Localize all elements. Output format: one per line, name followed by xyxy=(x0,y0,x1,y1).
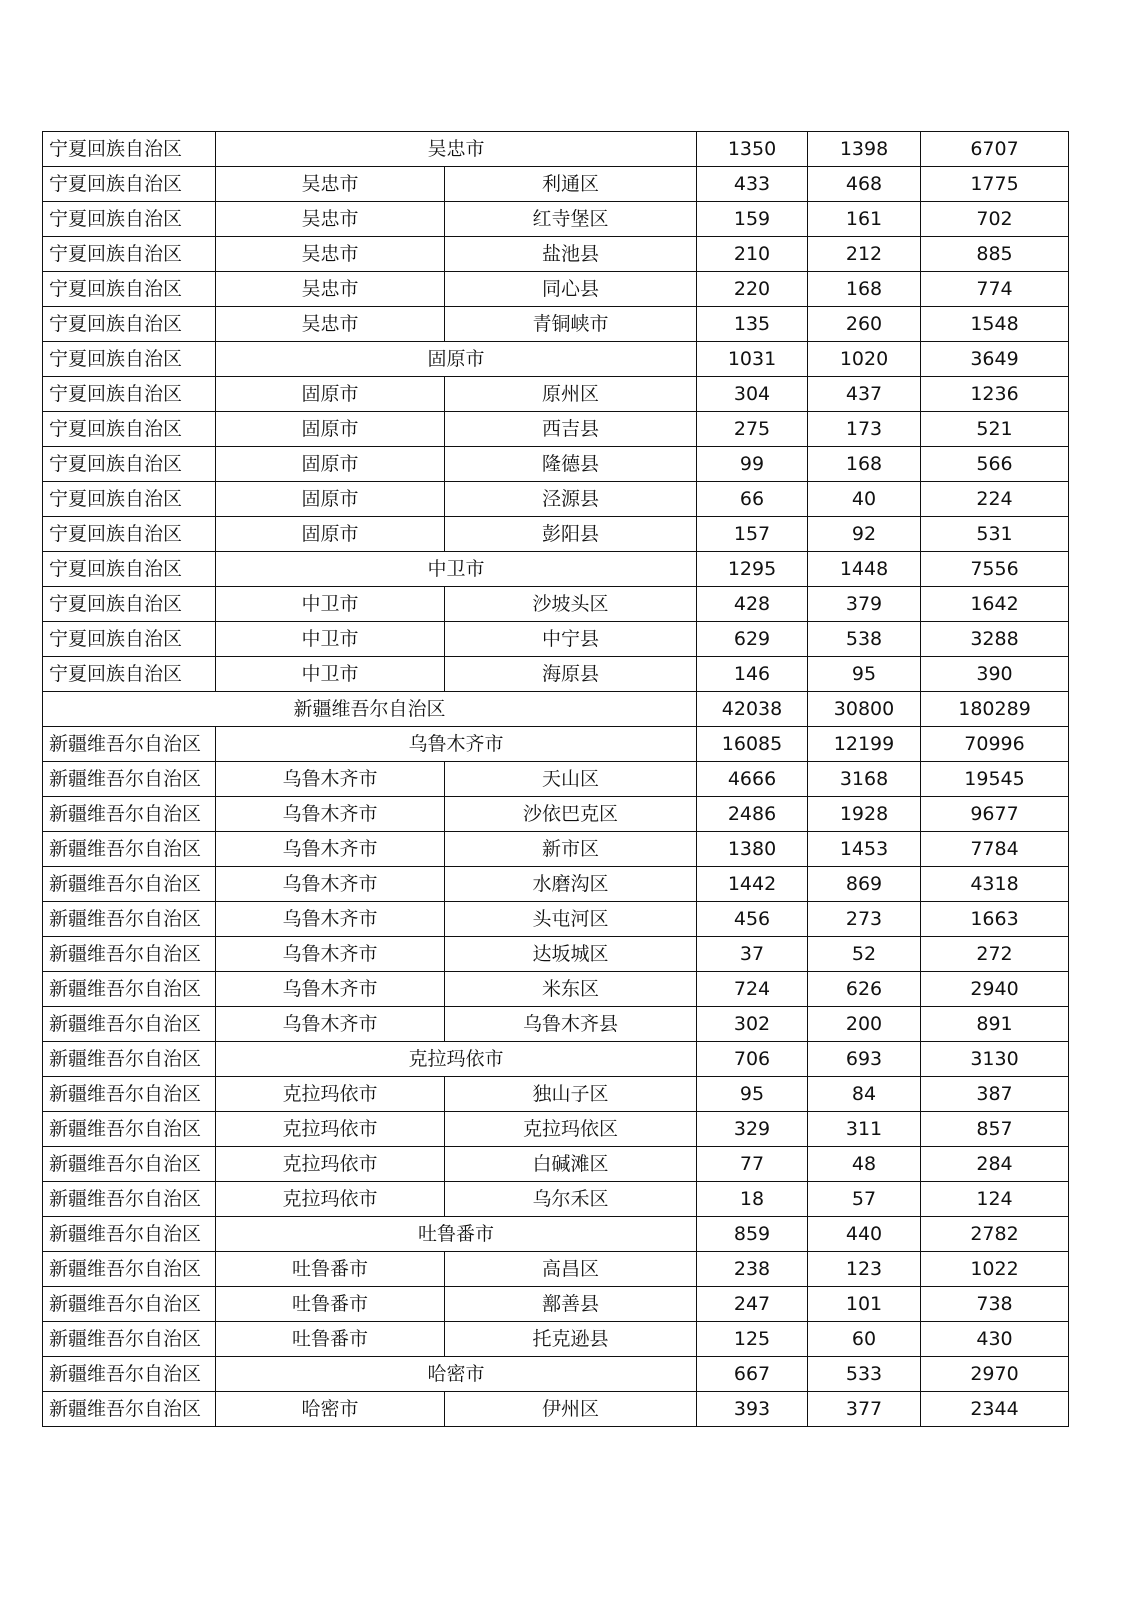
province-cell: 新疆维吾尔自治区 xyxy=(43,1112,216,1147)
city-total-name: 中卫市 xyxy=(216,552,697,587)
value-col-1: 125 xyxy=(697,1322,808,1357)
value-col-3: 4318 xyxy=(921,867,1069,902)
table-row xyxy=(43,972,1069,1007)
table-row xyxy=(43,867,1069,902)
table-row xyxy=(43,762,1069,797)
value-col-2: 60 xyxy=(808,1322,921,1357)
province-cell: 宁夏回族自治区 xyxy=(43,237,216,272)
value-col-3: 521 xyxy=(921,412,1069,447)
value-col-2: 377 xyxy=(808,1392,921,1427)
city-cell: 吐鲁番市 xyxy=(216,1252,445,1287)
value-col-1: 99 xyxy=(697,447,808,482)
city-cell: 克拉玛依市 xyxy=(216,1112,445,1147)
table-row xyxy=(43,517,1069,552)
city-total-name: 固原市 xyxy=(216,342,697,377)
city-cell: 吴忠市 xyxy=(216,272,445,307)
county-cell: 水磨沟区 xyxy=(445,867,697,902)
province-cell: 宁夏回族自治区 xyxy=(43,552,216,587)
province-cell: 宁夏回族自治区 xyxy=(43,307,216,342)
value-col-3: 3649 xyxy=(921,342,1069,377)
value-col-1: 4666 xyxy=(697,762,808,797)
county-cell: 隆德县 xyxy=(445,447,697,482)
value-col-1: 157 xyxy=(697,517,808,552)
value-col-3: 272 xyxy=(921,937,1069,972)
value-col-1: 37 xyxy=(697,937,808,972)
value-col-1: 859 xyxy=(697,1217,808,1252)
table-row xyxy=(43,1112,1069,1147)
value-col-1: 1442 xyxy=(697,867,808,902)
table-row xyxy=(43,797,1069,832)
table-row xyxy=(43,692,1069,727)
province-cell: 新疆维吾尔自治区 xyxy=(43,1392,216,1427)
value-col-2: 1398 xyxy=(808,132,921,167)
value-col-2: 1928 xyxy=(808,797,921,832)
value-col-2: 168 xyxy=(808,447,921,482)
value-col-3: 1663 xyxy=(921,902,1069,937)
value-col-1: 1031 xyxy=(697,342,808,377)
city-cell: 乌鲁木齐市 xyxy=(216,972,445,1007)
province-cell: 新疆维吾尔自治区 xyxy=(43,1357,216,1392)
province-cell: 宁夏回族自治区 xyxy=(43,202,216,237)
province-cell: 新疆维吾尔自治区 xyxy=(43,1287,216,1322)
value-col-1: 247 xyxy=(697,1287,808,1322)
table-row xyxy=(43,167,1069,202)
city-cell: 吴忠市 xyxy=(216,237,445,272)
province-cell: 宁夏回族自治区 xyxy=(43,272,216,307)
value-col-3: 3288 xyxy=(921,622,1069,657)
city-total-name: 乌鲁木齐市 xyxy=(216,727,697,762)
table-row xyxy=(43,1217,1069,1252)
value-col-3: 6707 xyxy=(921,132,1069,167)
table-row xyxy=(43,622,1069,657)
value-col-2: 1020 xyxy=(808,342,921,377)
city-cell: 吴忠市 xyxy=(216,307,445,342)
city-cell: 吴忠市 xyxy=(216,202,445,237)
value-col-2: 212 xyxy=(808,237,921,272)
province-cell: 新疆维吾尔自治区 xyxy=(43,762,216,797)
table-row xyxy=(43,1357,1069,1392)
province-total-name: 新疆维吾尔自治区 xyxy=(43,692,697,727)
value-col-2: 161 xyxy=(808,202,921,237)
table-row xyxy=(43,307,1069,342)
city-cell: 乌鲁木齐市 xyxy=(216,902,445,937)
value-col-1: 667 xyxy=(697,1357,808,1392)
table-row xyxy=(43,1322,1069,1357)
value-col-1: 275 xyxy=(697,412,808,447)
value-col-2: 173 xyxy=(808,412,921,447)
value-col-3: 566 xyxy=(921,447,1069,482)
city-cell: 固原市 xyxy=(216,517,445,552)
value-col-2: 626 xyxy=(808,972,921,1007)
county-cell: 达坂城区 xyxy=(445,937,697,972)
table-row xyxy=(43,727,1069,762)
value-col-1: 238 xyxy=(697,1252,808,1287)
county-cell: 泾源县 xyxy=(445,482,697,517)
value-col-3: 180289 xyxy=(921,692,1069,727)
value-col-1: 16085 xyxy=(697,727,808,762)
table-row xyxy=(43,1182,1069,1217)
value-col-1: 629 xyxy=(697,622,808,657)
value-col-2: 92 xyxy=(808,517,921,552)
province-cell: 新疆维吾尔自治区 xyxy=(43,1322,216,1357)
value-col-1: 1295 xyxy=(697,552,808,587)
value-col-1: 66 xyxy=(697,482,808,517)
value-col-3: 70996 xyxy=(921,727,1069,762)
value-col-2: 200 xyxy=(808,1007,921,1042)
city-cell: 吴忠市 xyxy=(216,167,445,202)
province-cell: 宁夏回族自治区 xyxy=(43,517,216,552)
value-col-1: 302 xyxy=(697,1007,808,1042)
city-cell: 克拉玛依市 xyxy=(216,1182,445,1217)
value-col-3: 7556 xyxy=(921,552,1069,587)
county-cell: 鄯善县 xyxy=(445,1287,697,1322)
county-cell: 米东区 xyxy=(445,972,697,1007)
value-col-3: 284 xyxy=(921,1147,1069,1182)
city-cell: 克拉玛依市 xyxy=(216,1147,445,1182)
table-row xyxy=(43,342,1069,377)
province-cell: 宁夏回族自治区 xyxy=(43,167,216,202)
value-col-3: 2970 xyxy=(921,1357,1069,1392)
county-cell: 头屯河区 xyxy=(445,902,697,937)
value-col-2: 40 xyxy=(808,482,921,517)
province-cell: 新疆维吾尔自治区 xyxy=(43,1077,216,1112)
province-cell: 宁夏回族自治区 xyxy=(43,587,216,622)
value-col-2: 57 xyxy=(808,1182,921,1217)
province-cell: 新疆维吾尔自治区 xyxy=(43,1182,216,1217)
province-cell: 新疆维吾尔自治区 xyxy=(43,797,216,832)
value-col-3: 738 xyxy=(921,1287,1069,1322)
county-cell: 高昌区 xyxy=(445,1252,697,1287)
city-cell: 哈密市 xyxy=(216,1392,445,1427)
value-col-2: 168 xyxy=(808,272,921,307)
province-cell: 新疆维吾尔自治区 xyxy=(43,1252,216,1287)
province-cell: 新疆维吾尔自治区 xyxy=(43,937,216,972)
table-row xyxy=(43,587,1069,622)
county-cell: 盐池县 xyxy=(445,237,697,272)
value-col-1: 433 xyxy=(697,167,808,202)
city-total-name: 吐鲁番市 xyxy=(216,1217,697,1252)
value-col-1: 428 xyxy=(697,587,808,622)
county-cell: 沙坡头区 xyxy=(445,587,697,622)
table-row xyxy=(43,237,1069,272)
value-col-3: 2782 xyxy=(921,1217,1069,1252)
value-col-1: 159 xyxy=(697,202,808,237)
province-cell: 新疆维吾尔自治区 xyxy=(43,1042,216,1077)
statistics-table xyxy=(42,131,1069,1427)
value-col-3: 857 xyxy=(921,1112,1069,1147)
value-col-2: 260 xyxy=(808,307,921,342)
value-col-2: 273 xyxy=(808,902,921,937)
value-col-3: 3130 xyxy=(921,1042,1069,1077)
value-col-1: 724 xyxy=(697,972,808,1007)
value-col-1: 706 xyxy=(697,1042,808,1077)
city-cell: 固原市 xyxy=(216,447,445,482)
value-col-1: 1350 xyxy=(697,132,808,167)
county-cell: 原州区 xyxy=(445,377,697,412)
value-col-1: 1380 xyxy=(697,832,808,867)
value-col-2: 84 xyxy=(808,1077,921,1112)
value-col-3: 9677 xyxy=(921,797,1069,832)
value-col-3: 885 xyxy=(921,237,1069,272)
value-col-1: 304 xyxy=(697,377,808,412)
province-cell: 新疆维吾尔自治区 xyxy=(43,902,216,937)
province-cell: 新疆维吾尔自治区 xyxy=(43,727,216,762)
province-cell: 新疆维吾尔自治区 xyxy=(43,972,216,1007)
value-col-2: 123 xyxy=(808,1252,921,1287)
value-col-3: 891 xyxy=(921,1007,1069,1042)
table-row xyxy=(43,132,1069,167)
value-col-3: 1775 xyxy=(921,167,1069,202)
province-cell: 新疆维吾尔自治区 xyxy=(43,1217,216,1252)
city-cell: 固原市 xyxy=(216,377,445,412)
value-col-2: 693 xyxy=(808,1042,921,1077)
value-col-2: 1453 xyxy=(808,832,921,867)
value-col-1: 135 xyxy=(697,307,808,342)
city-cell: 乌鲁木齐市 xyxy=(216,762,445,797)
city-cell: 乌鲁木齐市 xyxy=(216,867,445,902)
city-cell: 吐鲁番市 xyxy=(216,1287,445,1322)
value-col-2: 95 xyxy=(808,657,921,692)
city-cell: 中卫市 xyxy=(216,657,445,692)
value-col-2: 869 xyxy=(808,867,921,902)
value-col-2: 311 xyxy=(808,1112,921,1147)
province-cell: 宁夏回族自治区 xyxy=(43,342,216,377)
value-col-2: 48 xyxy=(808,1147,921,1182)
city-cell: 乌鲁木齐市 xyxy=(216,1007,445,1042)
value-col-3: 2940 xyxy=(921,972,1069,1007)
value-col-2: 1448 xyxy=(808,552,921,587)
city-total-name: 哈密市 xyxy=(216,1357,697,1392)
table-row xyxy=(43,1287,1069,1322)
value-col-2: 468 xyxy=(808,167,921,202)
value-col-2: 379 xyxy=(808,587,921,622)
value-col-3: 1236 xyxy=(921,377,1069,412)
county-cell: 红寺堡区 xyxy=(445,202,697,237)
value-col-2: 12199 xyxy=(808,727,921,762)
city-total-name: 吴忠市 xyxy=(216,132,697,167)
table-row xyxy=(43,202,1069,237)
value-col-1: 456 xyxy=(697,902,808,937)
value-col-3: 1642 xyxy=(921,587,1069,622)
county-cell: 伊州区 xyxy=(445,1392,697,1427)
value-col-2: 440 xyxy=(808,1217,921,1252)
table-row xyxy=(43,272,1069,307)
province-cell: 宁夏回族自治区 xyxy=(43,412,216,447)
county-cell: 海原县 xyxy=(445,657,697,692)
value-col-2: 101 xyxy=(808,1287,921,1322)
county-cell: 彭阳县 xyxy=(445,517,697,552)
table-row xyxy=(43,377,1069,412)
province-cell: 宁夏回族自治区 xyxy=(43,482,216,517)
province-cell: 宁夏回族自治区 xyxy=(43,377,216,412)
table-body xyxy=(43,132,1069,1427)
table-row xyxy=(43,1392,1069,1427)
county-cell: 天山区 xyxy=(445,762,697,797)
province-cell: 宁夏回族自治区 xyxy=(43,132,216,167)
value-col-3: 2344 xyxy=(921,1392,1069,1427)
table-row xyxy=(43,902,1069,937)
value-col-2: 3168 xyxy=(808,762,921,797)
value-col-3: 702 xyxy=(921,202,1069,237)
value-col-3: 531 xyxy=(921,517,1069,552)
value-col-3: 19545 xyxy=(921,762,1069,797)
value-col-3: 774 xyxy=(921,272,1069,307)
value-col-3: 387 xyxy=(921,1077,1069,1112)
value-col-1: 2486 xyxy=(697,797,808,832)
table-row xyxy=(43,937,1069,972)
county-cell: 同心县 xyxy=(445,272,697,307)
province-cell: 新疆维吾尔自治区 xyxy=(43,832,216,867)
value-col-2: 538 xyxy=(808,622,921,657)
value-col-2: 437 xyxy=(808,377,921,412)
table-row xyxy=(43,1042,1069,1077)
table-row xyxy=(43,1147,1069,1182)
county-cell: 利通区 xyxy=(445,167,697,202)
table-row xyxy=(43,482,1069,517)
value-col-3: 1548 xyxy=(921,307,1069,342)
value-col-2: 533 xyxy=(808,1357,921,1392)
city-cell: 中卫市 xyxy=(216,622,445,657)
city-cell: 中卫市 xyxy=(216,587,445,622)
value-col-1: 146 xyxy=(697,657,808,692)
county-cell: 独山子区 xyxy=(445,1077,697,1112)
value-col-2: 52 xyxy=(808,937,921,972)
value-col-3: 224 xyxy=(921,482,1069,517)
table-row xyxy=(43,832,1069,867)
table-row xyxy=(43,447,1069,482)
value-col-3: 124 xyxy=(921,1182,1069,1217)
table-row xyxy=(43,1077,1069,1112)
county-cell: 沙依巴克区 xyxy=(445,797,697,832)
county-cell: 乌鲁木齐县 xyxy=(445,1007,697,1042)
value-col-1: 95 xyxy=(697,1077,808,1112)
value-col-3: 7784 xyxy=(921,832,1069,867)
table-row xyxy=(43,1252,1069,1287)
city-cell: 乌鲁木齐市 xyxy=(216,797,445,832)
county-cell: 中宁县 xyxy=(445,622,697,657)
city-cell: 乌鲁木齐市 xyxy=(216,832,445,867)
table-row xyxy=(43,657,1069,692)
value-col-2: 30800 xyxy=(808,692,921,727)
value-col-3: 1022 xyxy=(921,1252,1069,1287)
city-cell: 吐鲁番市 xyxy=(216,1322,445,1357)
value-col-1: 220 xyxy=(697,272,808,307)
county-cell: 白碱滩区 xyxy=(445,1147,697,1182)
value-col-1: 42038 xyxy=(697,692,808,727)
county-cell: 乌尔禾区 xyxy=(445,1182,697,1217)
county-cell: 克拉玛依区 xyxy=(445,1112,697,1147)
county-cell: 托克逊县 xyxy=(445,1322,697,1357)
city-cell: 克拉玛依市 xyxy=(216,1077,445,1112)
province-cell: 宁夏回族自治区 xyxy=(43,622,216,657)
county-cell: 青铜峡市 xyxy=(445,307,697,342)
province-cell: 宁夏回族自治区 xyxy=(43,447,216,482)
city-cell: 乌鲁木齐市 xyxy=(216,937,445,972)
table-row xyxy=(43,552,1069,587)
value-col-1: 329 xyxy=(697,1112,808,1147)
value-col-1: 18 xyxy=(697,1182,808,1217)
value-col-3: 390 xyxy=(921,657,1069,692)
county-cell: 西吉县 xyxy=(445,412,697,447)
city-total-name: 克拉玛依市 xyxy=(216,1042,697,1077)
value-col-1: 393 xyxy=(697,1392,808,1427)
province-cell: 新疆维吾尔自治区 xyxy=(43,1007,216,1042)
value-col-1: 210 xyxy=(697,237,808,272)
county-cell: 新市区 xyxy=(445,832,697,867)
city-cell: 固原市 xyxy=(216,482,445,517)
value-col-1: 77 xyxy=(697,1147,808,1182)
city-cell: 固原市 xyxy=(216,412,445,447)
province-cell: 新疆维吾尔自治区 xyxy=(43,1147,216,1182)
province-cell: 宁夏回族自治区 xyxy=(43,657,216,692)
province-cell: 新疆维吾尔自治区 xyxy=(43,867,216,902)
table-row xyxy=(43,1007,1069,1042)
table-row xyxy=(43,412,1069,447)
value-col-3: 430 xyxy=(921,1322,1069,1357)
